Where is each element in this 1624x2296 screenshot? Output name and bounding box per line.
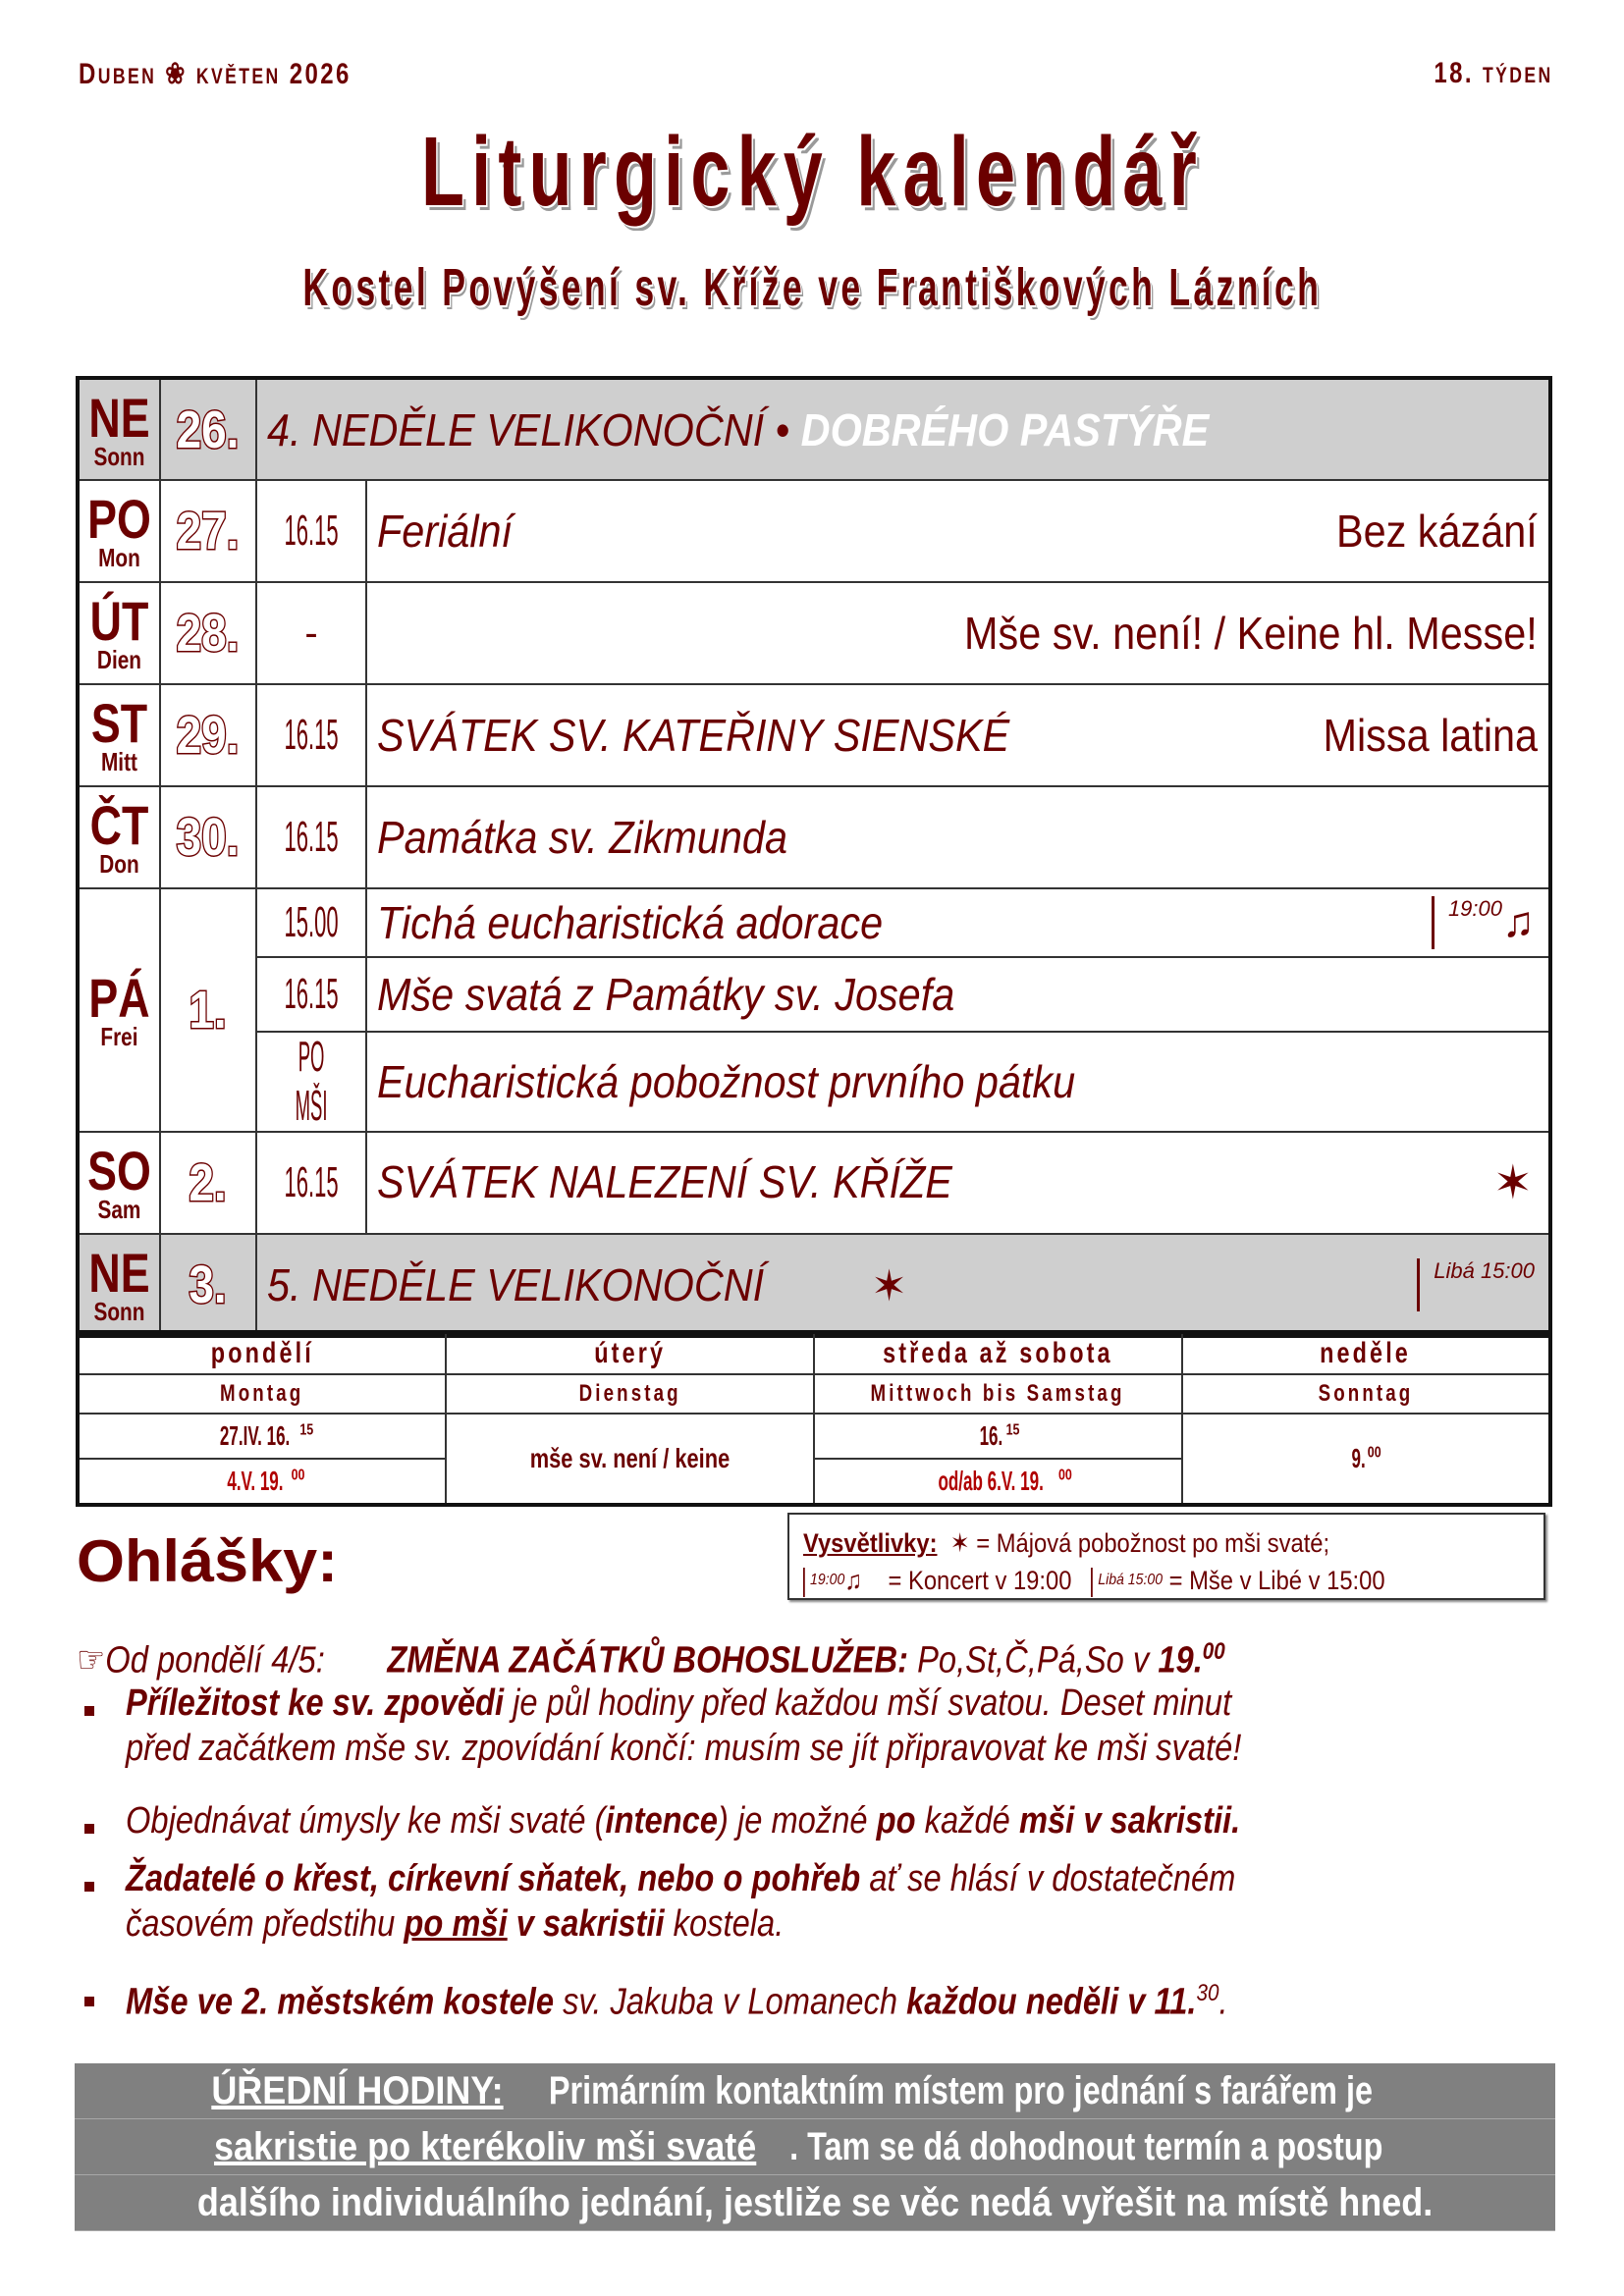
music-note-icon: ♫ — [844, 1566, 863, 1595]
flower-icon: ❀ — [165, 58, 188, 90]
table-row: ČT Don 30. 16.15 Památka sv. Zikmunda — [78, 786, 1550, 888]
page-title: Liturgický kalendář — [420, 117, 1204, 227]
star-icon: ✶ — [871, 1261, 907, 1310]
page-subtitle: Kostel Povýšení sv. Kříže ve Františkových Lázních — [302, 258, 1322, 317]
mass-schedule-table: pondělí úterý středa až sobota neděle Montag Dienstag Mittwoch bis Samstag Sonntag 27.IV. 16. $^{15}$ mše sv. není / keine 16. $^{15}$ 9. $^{00}$ 4.V. 19. $^{00}$ od/ab 6.V. 19. $^{00}$ — [76, 1330, 1552, 1507]
table-row: NE Sonn 26. 4. NEDĚLE VELIKONOČNÍ • DOBRÉHO PASTÝŘE — [78, 378, 1550, 480]
announcements-heading: Ohlášky: — [77, 1528, 339, 1594]
table-row: PÁ Frei 1. 15.00 Tichá eucharistická adorace 19:00♫ — [78, 888, 1550, 957]
table-row: 16.15 Mše svatá z Památky sv. Josefa — [78, 957, 1550, 1032]
table-row: NE Sonn 3. 5. NEDĚLE VELIKONOČNÍ ✶ Libá 15:00 — [78, 1234, 1550, 1336]
table-row: ST Mitt 29. 16.15 SVÁTEK SV. KATEŘINY SIENSKÉ Missa latina — [78, 684, 1550, 786]
star-icon: ✶ — [1492, 1157, 1533, 1209]
list-item: Objednávat úmysly ke mši svaté (intence) je možné po každé mši v sakristii. — [126, 1800, 1241, 1842]
table-row: PO MŠI Eucharistická pobožnost prvního pátku — [78, 1032, 1550, 1132]
music-note-icon: ♫ — [1502, 898, 1535, 946]
week-number: 18. TÝDEN — [1434, 57, 1553, 89]
month-range: DUBEN ❀ KVĚTEN 2026 — [79, 58, 352, 90]
office-hours-box: ÚŘEDNÍ HODINY:Primárním kontaktním místem pro jednání s farářem je sakristie po kterékoliv mši svaté . Tam se dá dohodnout termín a postup dalšího individuálního jednání, jestliže se věc nedá vyřešit na místě hned. — [75, 2063, 1555, 2231]
pointing-hand-icon: ☞ — [77, 1639, 106, 1682]
liba-marker: Libá 15:00 — [1417, 1258, 1548, 1311]
list-item: Žadatelé o křest, církevní sňatek, nebo o pohřeb ať se hlásí v dostatečném časovém předstihu po mši v sakristii kostela. — [126, 1858, 1236, 1945]
table-row: ÚT Dien 28. - Mše sv. není! / Keine hl. Messe! — [78, 582, 1550, 684]
list-item: Příležitost ke sv. zpovědi je půl hodiny před každou mší svatou. Deset minut před začátkem mše sv. zpovídání končí: musím se jít připravovat ke mši svaté! — [126, 1682, 1242, 1769]
liturgical-calendar-table — [76, 376, 1552, 1338]
schedule-change-notice: ☞Od pondělí 4/5: ZMĚNA ZAČÁTKŮ BOHOSLUŽEB: Po,St,Č,Pá,So v 19.00 — [77, 1638, 1225, 1682]
legend-box: Vysvětlivky: ✶ = Májová pobožnost po mši svaté; $^{19:00}$♫ = Koncert v 19:00 $^{Libá 15:00}$ = Mše v Libé v 15:00 — [787, 1513, 1545, 1600]
list-item: Mše ve 2. městském kostele sv. Jakuba v Lomanech každou neděli v 11.30. — [126, 1980, 1228, 2023]
concert-marker: 19:00♫ — [1432, 896, 1548, 949]
table-row: PO Mon 27. 16.15 Feriální Bez kázání — [78, 480, 1550, 582]
star-icon: ✶ — [949, 1528, 970, 1558]
table-row: SO Sam 2. 16.15 SVÁTEK NALEZENÍ SV. KŘÍŽE ✶ — [78, 1132, 1550, 1234]
